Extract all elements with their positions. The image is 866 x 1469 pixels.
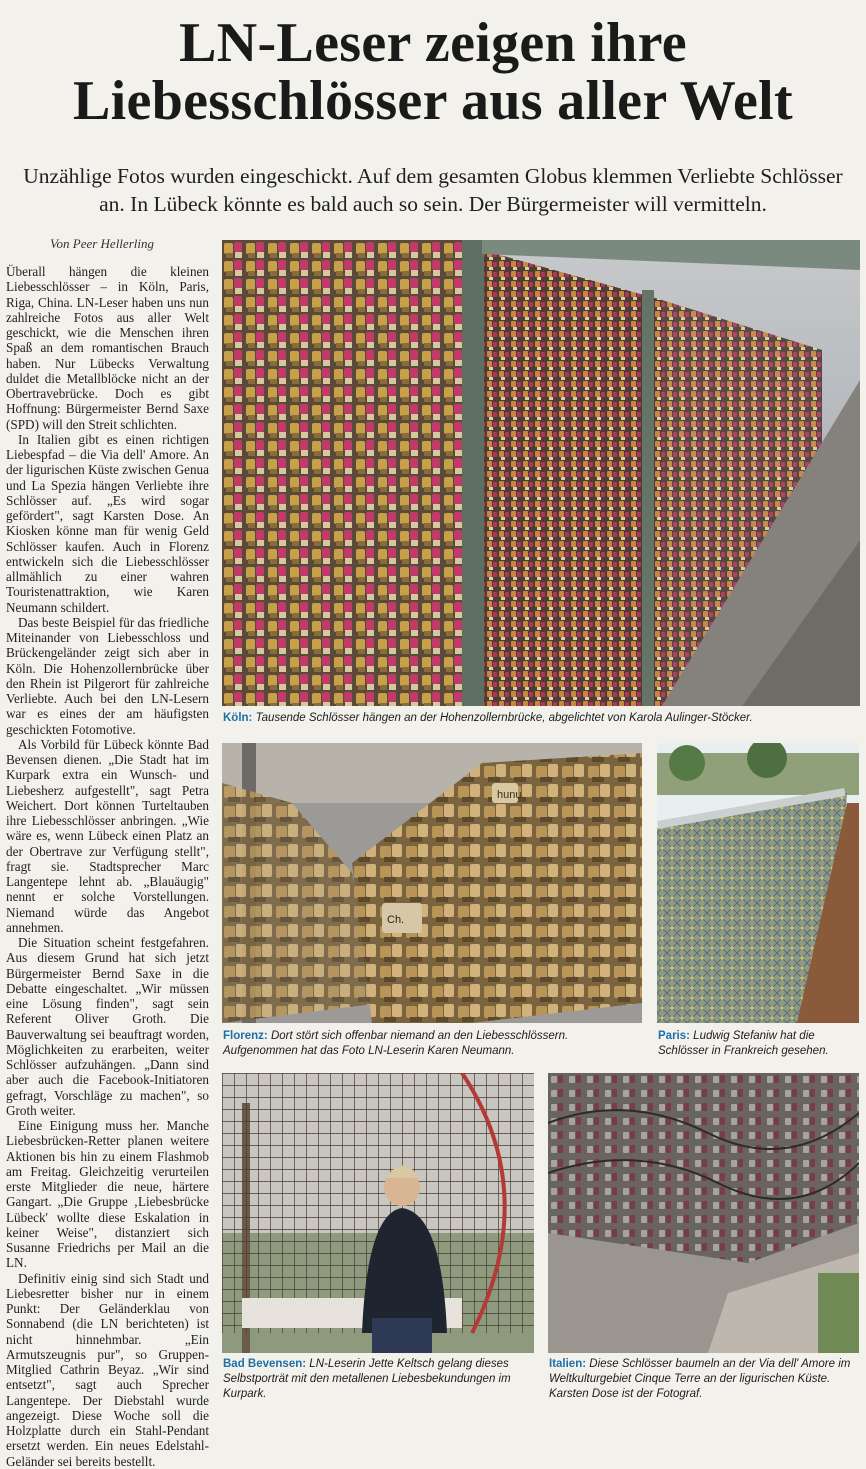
headline-line-2: Liebesschlösser aus aller Welt bbox=[73, 70, 793, 132]
caption-paris bbox=[658, 1029, 863, 1059]
article-paragraph: Als Vorbild für Lübeck könnte Bad Bevensen dienen. „Die Stadt hat im Kurpark extra ein Wunsch- und Liebesherz aufgestellt", sagt Petra Weichert. Dort können Turteltauben ihre Liebesschlösser anbringen. „Wie wäre es, wenn Lübeck einen Platz an der Obertrave zur Verfügung stellt", fragt sie. Stadtsprecher Marc Langentepe lehnt ab. „Blauäugig" nennt er solche Vorstellungen. Niemand würde das Angebot annehmen. bbox=[6, 736, 209, 935]
caption-florenz bbox=[223, 1029, 643, 1059]
caption-text: Ludwig Stefaniw hat die Schlösser in Frankreich gesehen. bbox=[658, 1030, 829, 1057]
article-paragraph: Überall hängen die kleinen Liebesschlösser – in Köln, Paris, Riga, China. LN-Leser haben uns nun zahlreiche Fotos aus aller Welt geschickt, wie die Menschen ihren Spaß an dem romantischen Brauch haben. Nur Lübecks Verwaltung duldet die Metallblöcke nicht an der Obertravebrücke. Doch es gibt Hoffnung: Bürgermeister Bernd Saxe (SPD) will den Streit schlichten. bbox=[6, 264, 209, 432]
photo-paris bbox=[657, 743, 859, 1023]
byline: Von Peer Hellerling bbox=[50, 236, 154, 251]
caption-place: Florenz: bbox=[223, 1030, 268, 1042]
article-paragraph: Die Situation scheint festgefahren. Aus diesem Grund hat sich jetzt Bürgermeister Bernd Saxe in die Debatte eingeschaltet. „Wir müssen eine Lösung finden", sagt sein Referent Oliver Groth. Die Bauverwaltung sei beauftragt worden, Möglichkeiten zu erarbeiten, weiter Schlösser aufzuhängen. „Dann sind aber auch die Facebook-Initiatoren gefragt, Vorschläge zu machen", so Groth weiter. bbox=[6, 935, 209, 1118]
photo-italien bbox=[548, 1073, 859, 1353]
caption-italien bbox=[549, 1357, 861, 1402]
caption-text: Diese Schlösser baumeln an der Via dell' Amore im Weltkulturgebiet Cinque Terre an der ligurischen Küste. Karsten Dose ist der Fotograf. bbox=[549, 1358, 851, 1400]
article-paragraph: Definitiv einig sind sich Stadt und Liebesretter bisher nur in einem Punkt: Der Geländerklau von Sonnabend (die LN berichteten) ist nicht hinnehmbar. „Ein Armutszeugnis pur", so Gruppen-Mitglied Cathrin Beyaz. „Wir sind entsetzt", sagt auch Sprecher Langentepe. Der Diebstahl wurde angezeigt. Diese Woche soll die Holzplatte durch ein Stahl-Pendant ersetzt werden. Ein neues Edelstahl-Geländer sei bereits bestellt. bbox=[6, 1270, 209, 1469]
photo-koeln-bridge bbox=[222, 240, 860, 706]
article-body bbox=[6, 264, 209, 1469]
photo-bad-bevensen bbox=[222, 1073, 534, 1353]
caption-place: Bad Bevensen: bbox=[223, 1358, 307, 1370]
caption-koeln bbox=[223, 711, 863, 726]
headline-line-1: LN-Leser zeigen ihre bbox=[179, 12, 687, 74]
photo-florenz bbox=[222, 743, 642, 1023]
caption-text: LN-Leserin Jette Keltsch gelang dieses Selbstporträt mit den metallenen Liebesbekundungen im Kurpark. bbox=[223, 1358, 511, 1400]
caption-place: Italien: bbox=[549, 1358, 587, 1370]
article-paragraph: In Italien gibt es einen richtigen Liebespfad – die Via dell' Amore. An der ligurischen Küste zwischen Genua und La Spezia hängen Verliebte ihre Schlösser auf. „Es wird sogar gefördert", sagt Karsten Dose. An Kiosken könne man für wenig Geld Schlösser kaufen. Auch in Florenz entwickeln sich die Liebesschlösser allmählich zu einer wahren Touristenattraktion, wie Karen Neumann schildert. bbox=[6, 431, 209, 615]
caption-place: Paris: bbox=[658, 1030, 690, 1042]
lock-engraving-text: hunu bbox=[497, 789, 522, 801]
headline bbox=[0, 14, 866, 130]
article-paragraph: Das beste Beispiel für das friedliche Miteinander von Liebesschloss und Brückengeländer zeigt sich aber in Köln. Die Hohenzollernbrücke über den Rhein ist Pilgerort für zahlreiche Verliebte. Auch bei den LN-Lesern war es eines der am häufigsten geschickten Fotomotive. bbox=[6, 614, 209, 737]
caption-bad-bevensen bbox=[223, 1357, 533, 1402]
lock-engraving-text: Ch. bbox=[387, 914, 405, 926]
caption-text: Dort stört sich offenbar niemand an den Liebesschlössern. Aufgenommen hat das Foto LN-Leserin Karen Neumann. bbox=[223, 1030, 569, 1057]
subheadline: Unzählige Fotos wurden eingeschickt. Auf dem gesamten Globus klemmen Verliebte Schlösser an. In Lübeck könnte es bald auch so sein. Der Bürgermeister will vermitteln. bbox=[23, 164, 843, 216]
caption-place: Köln: bbox=[223, 712, 253, 724]
caption-text: Tausende Schlösser hängen an der Hohenzollernbrücke, abgelichtet von Karola Aulinger-Stöcker. bbox=[255, 712, 753, 724]
article-paragraph: Eine Einigung muss her. Manche Liebesbrücken-Retter planen weitere Aktionen bis hin zu einem Flashmob am Freitag. Gleichzeitig verurteilen erste Mitglieder die neue, härtere Gangart. „Die Gruppe ‚Liebesbrücke Lübeck' wollte diese Eskalation in keiner Weise", distanziert sich Susanne Friedrichs per Mail an die LN. bbox=[6, 1118, 209, 1271]
